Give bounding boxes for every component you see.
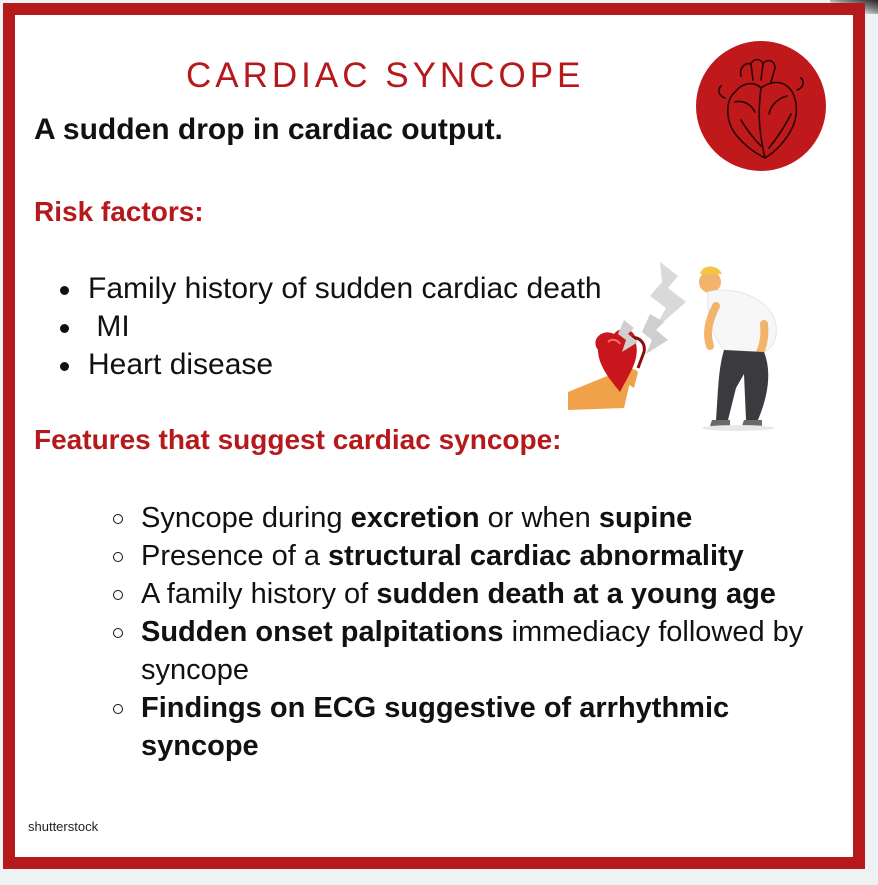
list-item [108, 575, 818, 613]
page-title: CARDIAC SYNCOPE [186, 56, 585, 95]
risk-factors-heading: Risk factors: [34, 196, 204, 227]
subtitle: A sudden drop in cardiac output. [34, 113, 503, 146]
list-item: MI [50, 308, 602, 346]
watermark: shutterstock [28, 819, 99, 834]
risk-factors-list [50, 270, 602, 384]
list-item: Family history of sudden cardiac death [50, 270, 602, 308]
bold-text: Sudden onset palpitations [141, 616, 504, 648]
bold-text: Findings on ECG suggestive of arrhythmic syncope [141, 692, 730, 762]
anatomical-heart-icon [695, 40, 827, 172]
bold-text: supine [598, 502, 693, 534]
features-heading: Features that suggest cardiac syncope: [34, 424, 562, 455]
bold-text: excretion [350, 502, 480, 534]
list-item: Heart disease [50, 346, 602, 384]
list-item [108, 613, 818, 689]
features-list [108, 499, 818, 765]
bold-text: structural cardiac abnormality [328, 540, 744, 572]
bold-text: sudden death at a young age [376, 578, 776, 610]
text-run: Presence of a [141, 540, 328, 572]
text-run: A family history of [141, 578, 377, 610]
text-run: immediacy followed by syncope [141, 616, 804, 686]
list-item [108, 689, 818, 765]
list-item [108, 537, 818, 575]
list-item [108, 499, 818, 537]
chest-pain-illustration [568, 262, 798, 432]
text-run: or when [479, 502, 599, 534]
text-run: Syncope during [141, 502, 351, 534]
